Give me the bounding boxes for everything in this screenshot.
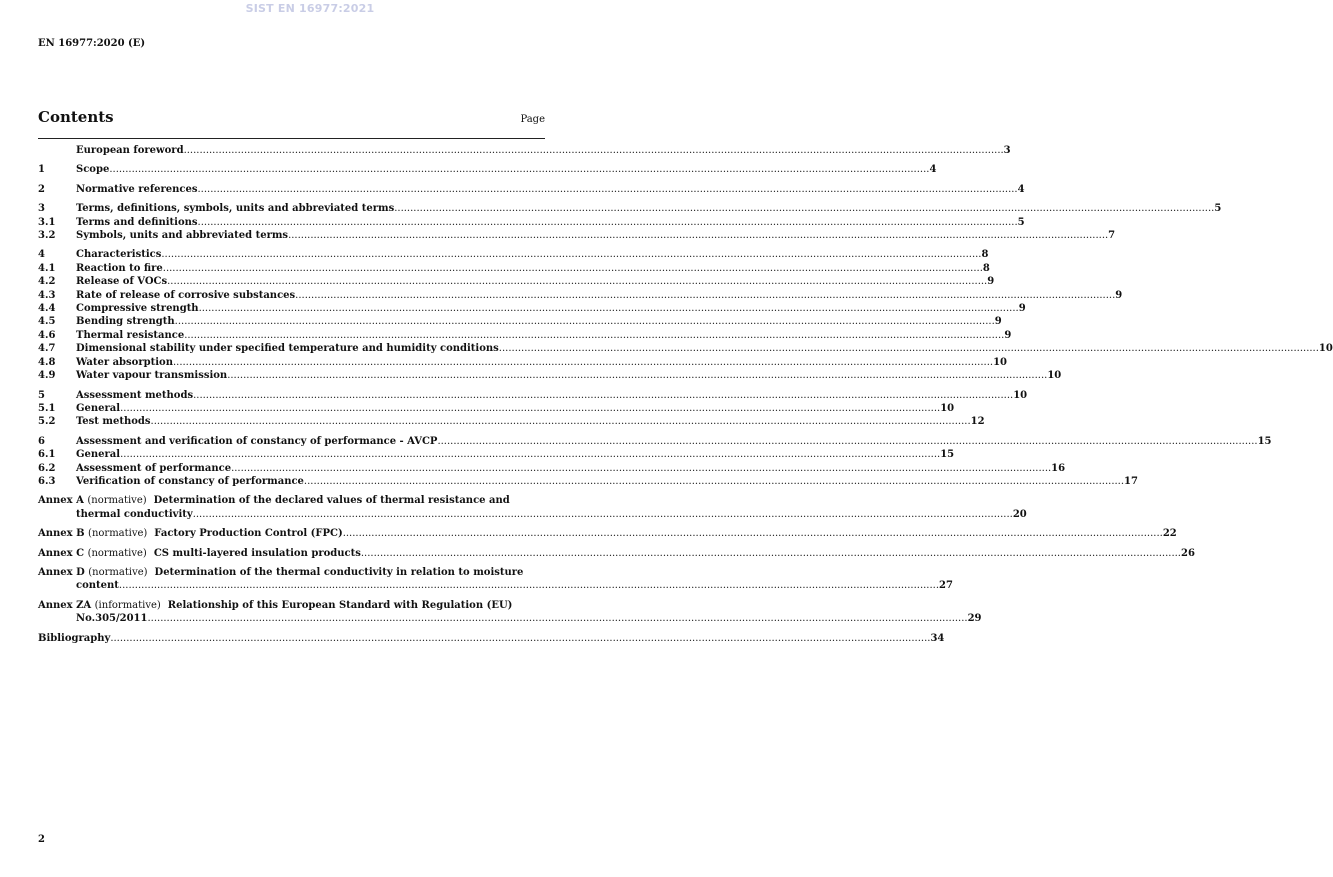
- toc-entry-page: 8: [981, 249, 989, 261]
- dot-leader: [394, 202, 1214, 215]
- toc-entry[interactable]: [38, 289, 1123, 302]
- toc-entry-page: 3: [1003, 145, 1011, 156]
- annex-entry-continuation: [38, 508, 1027, 521]
- annex-title-continuation: No.305/2011: [76, 613, 148, 625]
- toc-entry-number: 5.1: [38, 402, 56, 414]
- annex-entry[interactable]: [38, 494, 1027, 521]
- toc-entry-page: 9: [1004, 329, 1012, 341]
- toc-entry-number: 4.6: [38, 329, 56, 341]
- toc-entry-title: European foreword: [76, 145, 184, 156]
- toc-entry-number: 6.1: [38, 449, 56, 461]
- toc-entry-number: 5: [38, 389, 45, 401]
- dot-leader: [173, 356, 993, 369]
- annex-kind: (normative): [87, 547, 147, 559]
- toc-entry[interactable]: [38, 369, 1062, 382]
- toc-entry[interactable]: [38, 415, 985, 428]
- dot-leader: [231, 462, 1051, 475]
- toc-entry-title: Symbols, units and abbreviated terms: [76, 230, 289, 242]
- annex-entry[interactable]: [38, 527, 1177, 540]
- toc-entry-number: 4.9: [38, 370, 56, 382]
- toc-entry-page: 5: [1017, 216, 1025, 228]
- toc-entry-page: 15: [1257, 435, 1272, 447]
- dot-leader: [120, 402, 940, 415]
- dot-leader: [304, 475, 1124, 488]
- dot-leader: [361, 547, 1181, 560]
- toc-entry[interactable]: [38, 262, 990, 275]
- toc-entry[interactable]: [38, 202, 1222, 215]
- toc-entry-page: 17: [1124, 475, 1138, 487]
- watermark: SIST EN 16977:2021: [245, 2, 375, 15]
- annex-kind: (normative): [88, 566, 148, 578]
- dot-leader: [184, 329, 1004, 342]
- toc-entry[interactable]: [38, 389, 1028, 402]
- document-id: EN 16977:2020 (E): [38, 38, 146, 49]
- toc-entry-page: 9: [987, 276, 995, 288]
- bibliography-entry[interactable]: [38, 632, 945, 645]
- toc-entry-page: 7: [1108, 230, 1116, 242]
- toc-entry-title: Rate of release of corrosive substances: [76, 289, 296, 301]
- annex-kind: (normative): [88, 528, 148, 540]
- toc-entry-page: 10: [940, 402, 955, 414]
- page-column-label: Page: [520, 114, 545, 125]
- dot-leader: [147, 612, 967, 625]
- toc-entry[interactable]: [38, 216, 1025, 229]
- dot-leader: [288, 229, 1108, 242]
- dot-leader: [193, 508, 1013, 521]
- dot-leader: [193, 389, 1013, 402]
- annex-title: Determination of the declared values of thermal resistance and: [153, 495, 510, 507]
- annex-kind: (normative): [87, 495, 147, 507]
- toc-entry-title: Test methods: [76, 416, 151, 428]
- toc-entry-number: 4.1: [38, 262, 56, 274]
- annex-label: Annex C: [38, 547, 85, 559]
- annex-page: 29: [967, 613, 982, 625]
- toc-entry-number: 5.2: [38, 416, 56, 428]
- dot-leader: [437, 435, 1257, 448]
- dot-leader: [151, 415, 971, 428]
- dot-leader: [198, 216, 1018, 229]
- annex-entry-first-line: [38, 599, 545, 612]
- annex-entry-continuation: [38, 612, 982, 625]
- annex-page: 27: [939, 580, 953, 592]
- toc-entry-title: Assessment methods: [76, 389, 194, 401]
- dot-leader: [119, 579, 939, 592]
- toc-entry-page: 9: [994, 316, 1002, 328]
- toc-entry-number: 4.3: [38, 289, 56, 301]
- toc-entry-title: Water vapour transmission: [76, 370, 228, 382]
- annex-title: Factory Production Control (FPC): [154, 528, 343, 540]
- dot-leader: [295, 289, 1115, 302]
- dot-leader: [110, 632, 930, 645]
- annex-entry-line: [38, 527, 1177, 540]
- toc-entry[interactable]: [38, 402, 955, 415]
- annex-label: Annex A: [38, 495, 84, 507]
- toc-entry-number: 3: [38, 203, 45, 215]
- toc-entry[interactable]: [38, 144, 1011, 157]
- toc-entry-title: Characteristics: [76, 249, 162, 261]
- toc-entry-page: 10: [993, 356, 1007, 368]
- toc-entry[interactable]: [38, 275, 995, 288]
- page-title: Contents: [38, 108, 114, 126]
- toc-entry-title: General: [76, 402, 121, 414]
- toc-entry-page: 8: [982, 262, 990, 274]
- toc-entry-page: 16: [1051, 462, 1066, 474]
- toc-entry-title: Verification of constancy of performance: [76, 475, 304, 487]
- toc-entry[interactable]: [38, 315, 1002, 328]
- dot-leader: [198, 183, 1018, 196]
- toc-entry[interactable]: [38, 329, 1012, 342]
- annex-entry-line: [38, 547, 1195, 560]
- dot-leader: [227, 369, 1047, 382]
- annex-entry-first-line: [38, 494, 545, 507]
- toc-entry-title: Thermal resistance: [76, 329, 185, 341]
- annex-title-continuation: thermal conductivity: [76, 508, 193, 520]
- toc-entry-page: 10: [1318, 343, 1333, 355]
- toc-entry-number: 4.7: [38, 343, 56, 355]
- toc-entry-number: 3.1: [38, 216, 56, 228]
- annex-title: Relationship of this European Standard with Regulation (EU): [167, 599, 513, 611]
- toc-entry[interactable]: [38, 163, 937, 176]
- toc-entry-page: 15: [940, 449, 955, 461]
- dot-leader: [343, 527, 1163, 540]
- toc-entry-title: Bending strength: [76, 316, 175, 328]
- annex-title: Determination of the thermal conductivity in relation to moisture: [154, 566, 524, 578]
- dot-leader: [120, 448, 940, 461]
- annex-kind: (informative): [94, 599, 161, 611]
- annex-entry-continuation: [38, 579, 953, 592]
- toc-entry-page: 10: [1013, 389, 1028, 401]
- toc-entry[interactable]: [38, 462, 1066, 475]
- toc-entry-page: 10: [1047, 370, 1062, 382]
- page-number: 2: [38, 834, 45, 845]
- toc-entry[interactable]: [38, 229, 1116, 242]
- annex-entry-first-line: [38, 566, 545, 579]
- toc-entry-title: Assessment and verification of constancy of performance - AVCP: [76, 435, 438, 447]
- toc-entry-number: 4: [38, 249, 45, 261]
- annex-entry[interactable]: [38, 547, 1195, 560]
- annex-heading: [38, 527, 343, 540]
- toc-entry-title: Terms and definitions: [76, 216, 198, 228]
- annex-entry[interactable]: [38, 566, 953, 593]
- annex-heading: [38, 547, 361, 560]
- toc-entry-title: Compressive strength: [76, 303, 199, 315]
- toc-entry-title: Release of VOCs: [76, 276, 168, 288]
- toc-entry-page: 4: [1017, 183, 1025, 195]
- toc-entry-number: 3.2: [38, 230, 56, 242]
- toc-entry-page: 9: [1018, 303, 1026, 315]
- toc-entry[interactable]: [38, 475, 1138, 488]
- toc-entry-number: 6: [38, 435, 45, 447]
- toc-entry-number: 2: [38, 183, 45, 195]
- dot-leader: [163, 262, 983, 275]
- toc-entry-title: Water absorption: [76, 356, 173, 368]
- toc-entry-page: 5: [1214, 203, 1222, 215]
- dot-leader: [109, 163, 929, 176]
- toc-entry[interactable]: [38, 448, 955, 461]
- toc-entry-number: 4.4: [38, 303, 56, 315]
- annex-label: Annex ZA: [38, 599, 92, 611]
- toc-entry-number: 6.2: [38, 462, 56, 474]
- annex-entry[interactable]: [38, 599, 982, 626]
- annex-page: 22: [1162, 528, 1177, 540]
- annex-label: Annex B: [38, 528, 85, 540]
- annex-title-continuation: content: [76, 580, 119, 592]
- dot-leader: [184, 144, 1004, 157]
- annex-title: CS multi-layered insulation products: [153, 547, 361, 559]
- dot-leader: [167, 275, 987, 288]
- bibliography-title: Bibliography: [38, 632, 111, 644]
- toc-entry-title: General: [76, 449, 121, 461]
- toc-entry-page: 9: [1115, 289, 1123, 301]
- bibliography-page: 34: [930, 632, 945, 644]
- toc-entry[interactable]: [38, 356, 1007, 369]
- table-of-contents: [38, 144, 1333, 645]
- toc-entry[interactable]: [38, 183, 1025, 196]
- toc-entry[interactable]: [38, 342, 1333, 355]
- toc-entry[interactable]: [38, 248, 989, 261]
- toc-entry-number: 1: [38, 164, 45, 176]
- toc-entry-title: Dimensional stability under specified temperature and humidity conditions: [76, 343, 499, 355]
- toc-entry[interactable]: [38, 435, 1272, 448]
- toc-entry-number: 6.3: [38, 475, 56, 487]
- dot-leader: [175, 315, 995, 328]
- toc-entry-number: 4.8: [38, 356, 56, 368]
- annex-page: 26: [1180, 547, 1195, 559]
- dot-leader: [499, 342, 1319, 355]
- toc-entry-number: 4.5: [38, 316, 56, 328]
- toc-entry-page: 4: [929, 164, 937, 176]
- annex-page: 20: [1012, 508, 1027, 520]
- toc-entry-title: Reaction to fire: [76, 262, 163, 274]
- toc-entry[interactable]: [38, 302, 1026, 315]
- toc-entry-title: Terms, definitions, symbols, units and abbreviated terms: [76, 203, 395, 215]
- dot-leader: [161, 248, 981, 261]
- toc-entry-title: Scope: [76, 164, 110, 176]
- dot-leader: [199, 302, 1019, 315]
- divider: [38, 138, 545, 139]
- toc-entry-number: 4.2: [38, 276, 56, 288]
- annex-label: Annex D: [38, 566, 85, 578]
- toc-entry-title: Assessment of performance: [76, 462, 232, 474]
- toc-entry-title: Normative references: [76, 183, 198, 195]
- toc-entry-page: 12: [970, 416, 985, 428]
